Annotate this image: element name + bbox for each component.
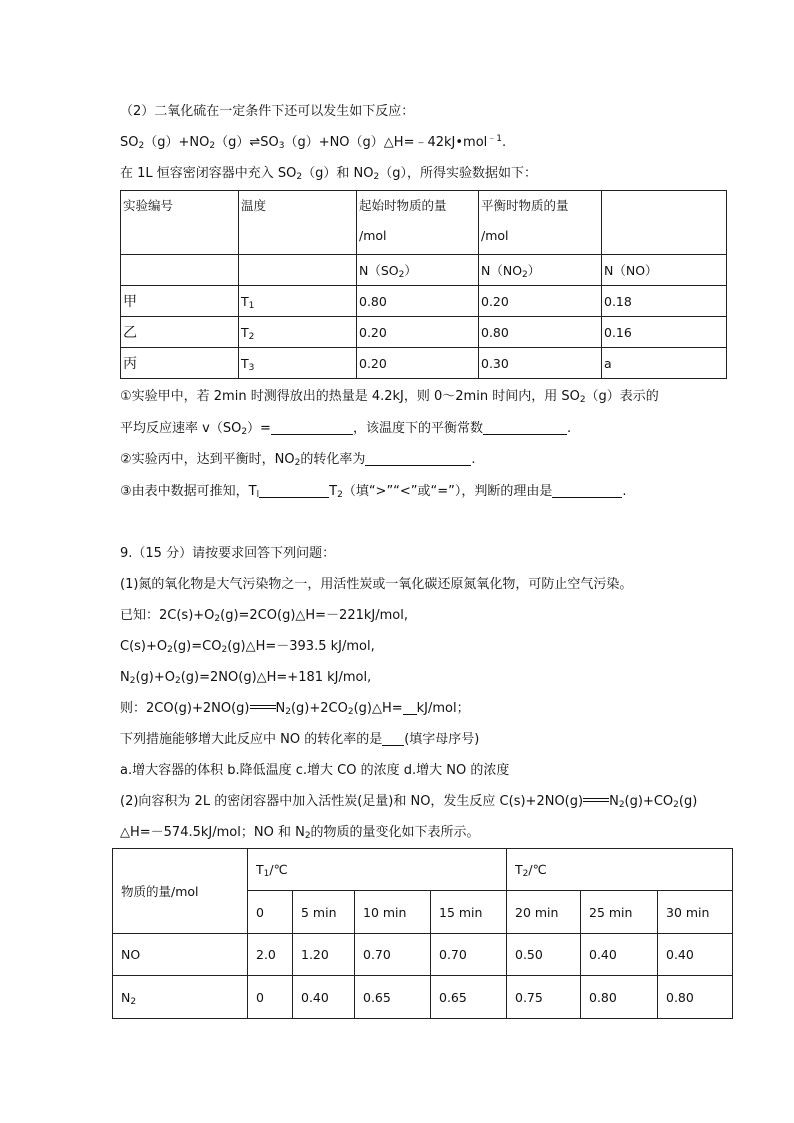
measures-question: 下列措施能够增大此反应中 NO 的转化率的是 (填字母序号) (120, 732, 480, 747)
value-cell: 0.70 (431, 934, 507, 976)
exp-temp: $T_2$ (239, 317, 357, 348)
table-row (121, 348, 727, 379)
experiment-data-table (120, 190, 727, 379)
time-cell: 10 min (355, 891, 431, 934)
value-cell: 0.50 (507, 934, 581, 976)
answer-blank-constant[interactable] (483, 420, 567, 435)
question-9-title: 9.（15 分）请按要求回答下列问题： (120, 546, 336, 561)
answer-blank-conversion[interactable] (365, 451, 471, 466)
value-no: 0.16 (602, 317, 727, 348)
value-cell: 2.0 (248, 934, 293, 976)
temperature-t2: $T_2/℃$ (507, 849, 733, 891)
reaction-equation: $SO_2(g)+NO_2(g)\rightleftharpoons SO_3(g)+NO(g)\triangle H=﹣42kJ•mol^{﹣1}$. (120, 134, 507, 151)
measures-options: a.增大容器的体积 b.降低温度 c.增大 CO 的浓度 d.增大 NO 的浓度 (120, 763, 510, 778)
question-2: ②实验丙中，达到平衡时，$NO_2$的转化率为 . (120, 452, 476, 468)
value-so2: 0.80 (357, 286, 479, 317)
question-9-part2-cont: △H=－574.5kJ/mol；NO 和 $N_2$的物质的量变化如下表所示。 (120, 825, 480, 841)
question-1-line1: ①实验甲中，若 2min 时测得放出的热量是 4.2kJ，则 0～2min 时间内，用 $SO_2(g)$表示的 (120, 389, 659, 405)
time-cell: 15 min (431, 891, 507, 934)
subheader-n-no2: $N(NO_2)$ (479, 255, 602, 286)
time-cell: 20 min (507, 891, 581, 934)
value-so2: 0.20 (357, 348, 479, 379)
row-header-label: 物质的量/mol (113, 849, 248, 934)
value-cell: 0.40 (658, 934, 733, 976)
table-row (121, 317, 727, 348)
question-9-part2: (2)向容积为 2L 的密闭容器中加入活性炭(足量)和 NO，发生反应 C(s)+2NO(g) $N_2(g)+CO_2(g)$ (120, 794, 698, 810)
question-9-part1: (1)氮的氧化物是大气污染物之一，用活性炭或一氧化碳还原氮氧化物，可防止空气污染。 (120, 577, 633, 592)
time-cell: 30 min (658, 891, 733, 934)
header-empty (602, 191, 727, 255)
value-cell: 0.65 (355, 976, 431, 1019)
table-row (113, 976, 733, 1019)
value-cell: 0.40 (293, 976, 355, 1019)
answer-blank-measures[interactable] (382, 731, 404, 746)
exp-temp: $T_3$ (239, 348, 357, 379)
subheader-empty (121, 255, 239, 286)
value-cell: 0.70 (355, 934, 431, 976)
time-cell: 5 min (293, 891, 355, 934)
target-equation: 则：2CO(g)+2NO(g) $N_2(g)+2CO_2(g)\triangle H= kJ/mol$； (120, 701, 470, 717)
answer-blank-reason[interactable] (552, 483, 622, 498)
known-equation-3: $N_2(g)+O_2(g)=2NO(g)\triangle H=+181$ kJ/mol, (120, 670, 372, 686)
value-cell: 0.40 (581, 934, 658, 976)
value-cell: 0.80 (658, 976, 733, 1019)
question-3: ③由表中数据可推知，$T_l$ $T_2$（填“>”“<”或“=”），判断的理由是 . (120, 484, 627, 500)
header-equilibrium-amount: 平衡时物质的量 /mol (479, 191, 602, 255)
part2-intro: （2）二氧化硫在一定条件下还可以发生如下反应： (120, 104, 415, 119)
exp-name: 丙 (121, 348, 239, 379)
row-label-no: NO (113, 934, 248, 976)
row-label-n2: $N_2$ (113, 976, 248, 1019)
value-cell: 0.80 (581, 976, 658, 1019)
known-equation-1: 已知：$2C(s)+O_2(g)=2CO(g)\triangle H=-221kJ$/mol, (120, 608, 408, 624)
exp-name: 乙 (121, 317, 239, 348)
amount-change-table (112, 848, 733, 1019)
experiment-setup: 在 1L 恒容密闭容器中充入 $SO_2(g)$和 $NO_2(g)$，所得实验数据如下： (120, 166, 537, 182)
header-exp-id: 实验编号 (121, 191, 239, 255)
value-no2: 0.30 (479, 348, 602, 379)
value-no2: 0.20 (479, 286, 602, 317)
header-initial-amount: 起始时物质的量 /mol (357, 191, 479, 255)
time-cell: 25 min (581, 891, 658, 934)
table-row (113, 934, 733, 976)
subheader-empty (239, 255, 357, 286)
header-temp: 温度 (239, 191, 357, 255)
temperature-t1: $T_1/℃$ (248, 849, 507, 891)
value-so2: 0.20 (357, 317, 479, 348)
exp-temp: $T_1$ (239, 286, 357, 317)
subheader-n-so2: $N(SO_2)$ (357, 255, 479, 286)
value-cell: 1.20 (293, 934, 355, 976)
answer-blank-enthalpy[interactable] (403, 700, 417, 715)
value-no: a (602, 348, 727, 379)
value-cell: 0 (248, 976, 293, 1019)
exp-name: 甲 (121, 286, 239, 317)
equilibrium-arrow-icon (583, 796, 609, 804)
table-row (121, 286, 727, 317)
value-no: 0.18 (602, 286, 727, 317)
known-equation-2: $C(s)+O_2(g)=CO_2(g)\triangle H=-393.5$ kJ/mol, (120, 639, 375, 655)
question-1-line2: 平均反应速率 $v(SO_2)=$ ，该温度下的平衡常数 . (120, 421, 572, 437)
value-cell: 0.65 (431, 976, 507, 1019)
value-no2: 0.80 (479, 317, 602, 348)
equilibrium-arrow-icon (250, 703, 276, 711)
answer-blank-compare[interactable] (259, 483, 329, 498)
answer-blank-rate[interactable] (271, 420, 353, 435)
subheader-n-no: N（NO） (602, 255, 727, 286)
value-cell: 0.75 (507, 976, 581, 1019)
time-cell: 0 (248, 891, 293, 934)
